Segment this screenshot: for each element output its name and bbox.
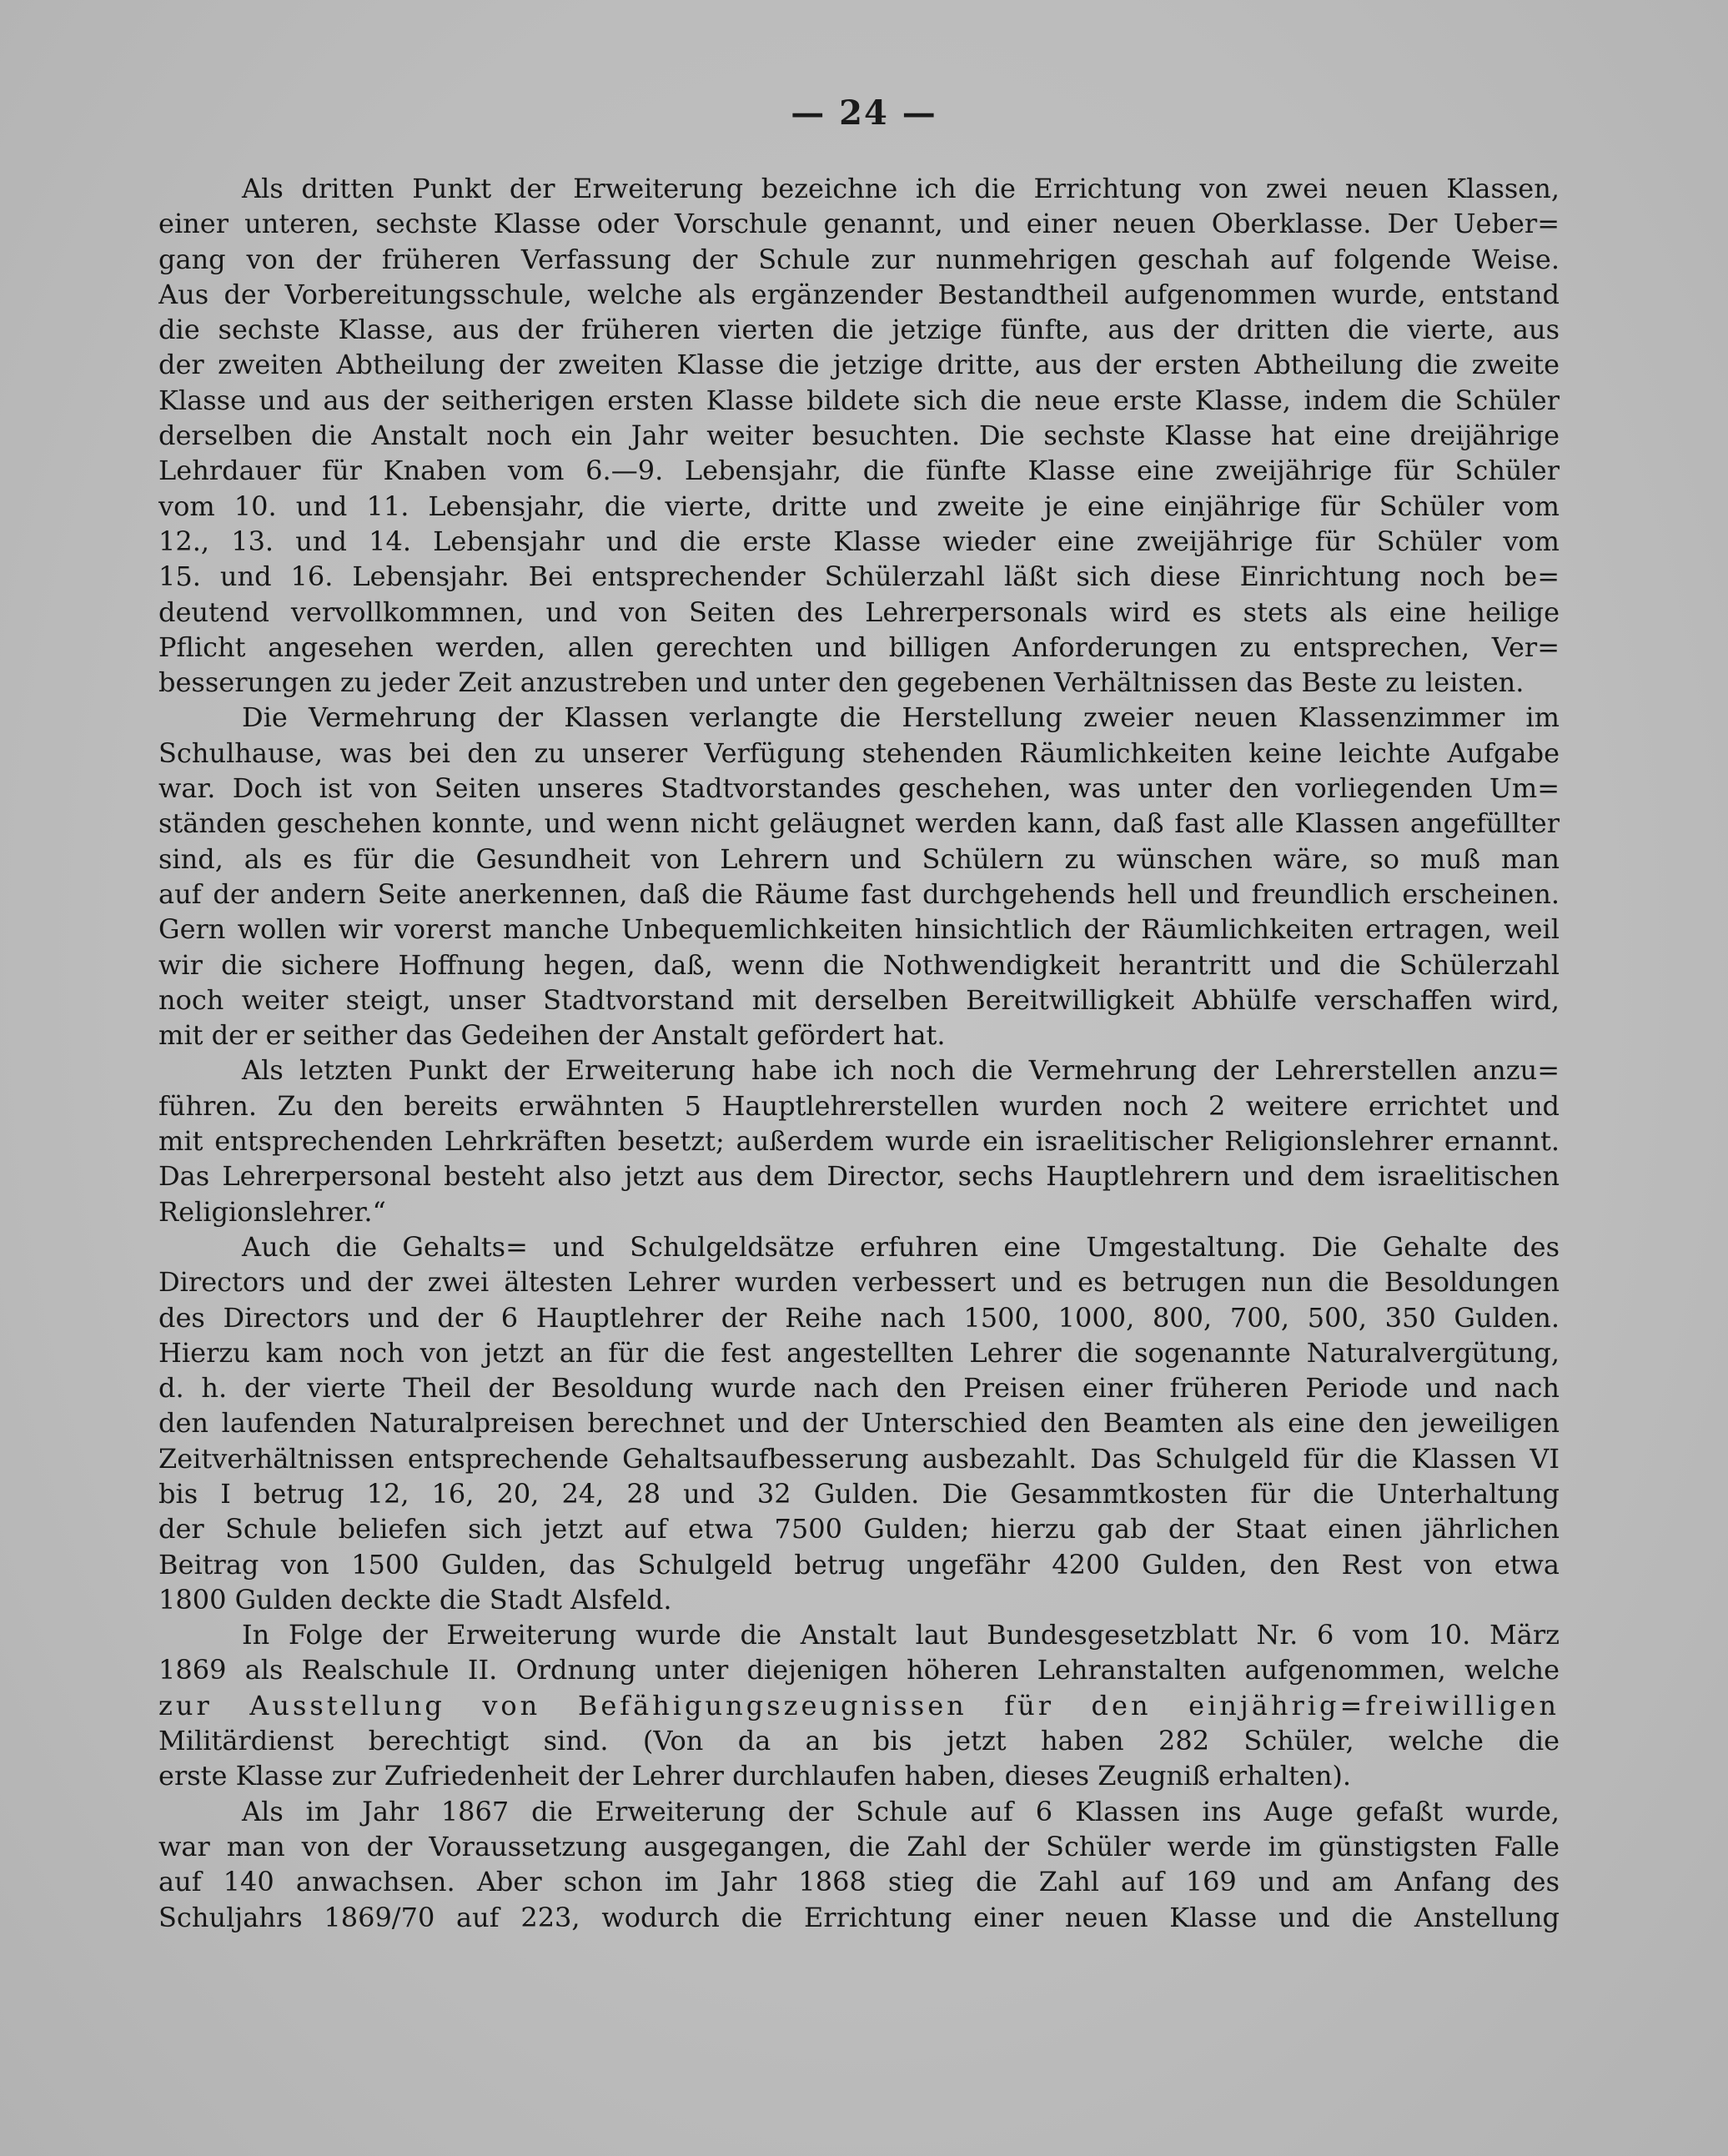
paragraph [158, 1053, 1560, 1229]
paragraph [158, 1617, 1560, 1793]
text-line: auf der andern Seite anerkennen, daß die Räume fast durchgehends hell und freundlich erscheinen. [158, 877, 1560, 910]
text-line: 1869 als Realschule II. Ordnung unter diejenigen höheren Lehranstalten aufgenommen, welche [158, 1654, 1560, 1686]
text-line: ständen geschehen konnte, und wenn nicht geläugnet werden kann, daß fast alle Klassen angefüllter [158, 807, 1560, 840]
text-line: Klasse und aus der seitherigen ersten Klasse bildete sich die neue erste Klasse, indem die Schüler [158, 384, 1560, 416]
text-line: vom 10. und 11. Lebensjahr, die vierte, dritte und zweite je eine einjährige für Schüler vom [158, 490, 1560, 522]
text-line: den laufenden Naturalpreisen berechnet und der Unterschied den Beamten als eine den jeweiligen [158, 1407, 1560, 1440]
text-line: besserungen zu jeder Zeit anzustreben und unter den gegebenen Verhältnissen das Beste zu leisten. [158, 666, 1525, 699]
body-text [158, 171, 1560, 1935]
text-line: die sechste Klasse, aus der früheren vierten die jetzige fünfte, aus der dritten die vierte, aus [158, 314, 1560, 346]
text-line: sind, als es für die Gesundheit von Lehrern und Schülern zu wünschen wäre, so muß man [158, 842, 1560, 875]
paragraph [158, 700, 1560, 1053]
text-line: Das Lehrerpersonal besteht also jetzt aus dem Director, sechs Hauptlehrern und dem israelitischen [158, 1160, 1560, 1193]
page-number: — 24 — [791, 93, 937, 133]
text-line: 1800 Gulden deckte die Stadt Alsfeld. [158, 1583, 672, 1616]
text-line: Schulhause, was bei den zu unserer Verfügung stehenden Räumlichkeiten keine leichte Aufgabe [158, 736, 1560, 769]
text-line: Religionslehrer.“ [158, 1195, 386, 1228]
text-line: war man von der Voraussetzung ausgegangen, die Zahl der Schüler werde im günstigsten Falle [158, 1830, 1560, 1862]
paragraph [158, 171, 1560, 700]
text-line: war. Doch ist von Seiten unseres Stadtvorstandes geschehen, was unter den vorliegenden Um= [158, 772, 1560, 805]
text-line: Lehrdauer für Knaben vom 6.—9. Lebensjahr, die fünfte Klasse eine zweijährige für Schüler [158, 455, 1560, 487]
text-line: Als dritten Punkt der Erweiterung bezeichne ich die Errichtung von zwei neuen Klassen, [242, 173, 1560, 204]
paragraph [158, 1229, 1560, 1617]
text-line: erste Klasse zur Zufriedenheit der Lehrer durchlaufen haben, dieses Zeugniß erhalten). [158, 1760, 1352, 1792]
text-line: auf 140 anwachsen. Aber schon im Jahr 1868 stieg die Zahl auf 169 und am Anfang des [158, 1866, 1560, 1898]
text-line: noch weiter steigt, unser Stadtvorstand mit derselben Bereitwilligkeit Abhülfe verschaffen wird, [158, 983, 1560, 1016]
text-line: Gern wollen wir vorerst manche Unbequemlichkeiten hinsichtlich der Räumlichkeiten ertragen, weil [158, 913, 1560, 946]
text-line: des Directors und der 6 Hauptlehrer der Reihe nach 1500, 1000, 800, 700, 500, 350 Gulden. [158, 1301, 1560, 1334]
text-line: bis I betrug 12, 16, 20, 24, 28 und 32 Gulden. Die Gesammtkosten für die Unterhaltung [158, 1477, 1560, 1510]
text-line: mit der er seither das Gedeihen der Anstalt gefördert hat. [158, 1019, 946, 1052]
text-line: Als im Jahr 1867 die Erweiterung der Schule auf 6 Klassen ins Auge gefaßt wurde, [242, 1795, 1560, 1827]
text-line: Aus der Vorbereitungsschule, welche als ergänzender Bestandtheil aufgenommen wurde, entstand [158, 278, 1560, 310]
text-line: zur Ausstellung von Befähigungszeugnissen für den einjährig=freiwilligen [158, 1689, 1560, 1721]
text-line: einer unteren, sechste Klasse oder Vorschule genannt, und einer neuen Oberklasse. Der Ueber= [158, 208, 1560, 240]
text-line: Hierzu kam noch von jetzt an für die fest angestellten Lehrer die sogenannte Naturalvergütung, [158, 1336, 1560, 1369]
text-line: Militärdienst berechtigt sind. (Von da an bis jetzt haben 282 Schüler, welche die [158, 1725, 1560, 1757]
text-line: 12., 13. und 14. Lebensjahr und die erste Klasse wieder eine zweijährige für Schüler vom [158, 525, 1560, 557]
text-line: der zweiten Abtheilung der zweiten Klasse die jetzige dritte, aus der ersten Abtheilung die zweite [158, 349, 1560, 381]
text-line: Die Vermehrung der Klassen verlangte die Herstellung zweier neuen Klassenzimmer im [242, 701, 1560, 734]
text-line: 15. und 16. Lebensjahr. Bei entsprechender Schülerzahl läßt sich diese Einrichtung noch be= [158, 560, 1560, 593]
text-line: führen. Zu den bereits erwähnten 5 Hauptlehrerstellen wurden noch 2 weitere errichtet und [158, 1089, 1560, 1122]
text-line: Zeitverhältnissen entsprechende Gehaltsaufbesserung ausbezahlt. Das Schulgeld für die Klassen VI [158, 1442, 1560, 1475]
text-line: Als letzten Punkt der Erweiterung habe ich noch die Vermehrung der Lehrerstellen anzu= [242, 1054, 1560, 1087]
text-line: der Schule beliefen sich jetzt auf etwa 7500 Gulden; hierzu gab der Staat einen jährlichen [158, 1513, 1560, 1545]
text-line: mit entsprechenden Lehrkräften besetzt; außerdem wurde ein israelitischer Religionslehrer ernannt. [158, 1125, 1560, 1158]
text-line: d. h. der vierte Theil der Besoldung wurde nach den Preisen einer früheren Periode und nach [158, 1372, 1560, 1405]
text-line: derselben die Anstalt noch ein Jahr weiter besuchten. Die sechste Klasse hat eine dreijährige [158, 420, 1560, 452]
text-line: Schuljahrs 1869/70 auf 223, wodurch die Errichtung einer neuen Klasse und die Anstellung [158, 1901, 1560, 1933]
text-line: Auch die Gehalts= und Schulgeldsätze erfuhren eine Umgestaltung. Die Gehalte des [242, 1230, 1560, 1263]
paragraph [158, 1794, 1560, 1935]
text-line: gang von der früheren Verfassung der Schule zur nunmehrigen geschah auf folgende Weise. [158, 243, 1560, 275]
text-line: wir die sichere Hoffnung hegen, daß, wenn die Nothwendigkeit herantritt und die Schülerzahl [158, 948, 1560, 981]
text-line: In Folge der Erweiterung wurde die Anstalt laut Bundesgesetzblatt Nr. 6 vom 10. März [242, 1619, 1560, 1651]
text-line: deutend vervollkommnen, und von Seiten des Lehrerpersonals wird es stets als eine heilige [158, 596, 1560, 628]
text-line: Pflicht angesehen werden, allen gerechten und billigen Anforderungen zu entsprechen, Ver= [158, 631, 1560, 663]
text-line: Directors und der zwei ältesten Lehrer wurden verbessert und es betrugen nun die Besoldungen [158, 1266, 1560, 1299]
text-line: Beitrag von 1500 Gulden, das Schulgeld betrug ungefähr 4200 Gulden, den Rest von etwa [158, 1548, 1560, 1581]
